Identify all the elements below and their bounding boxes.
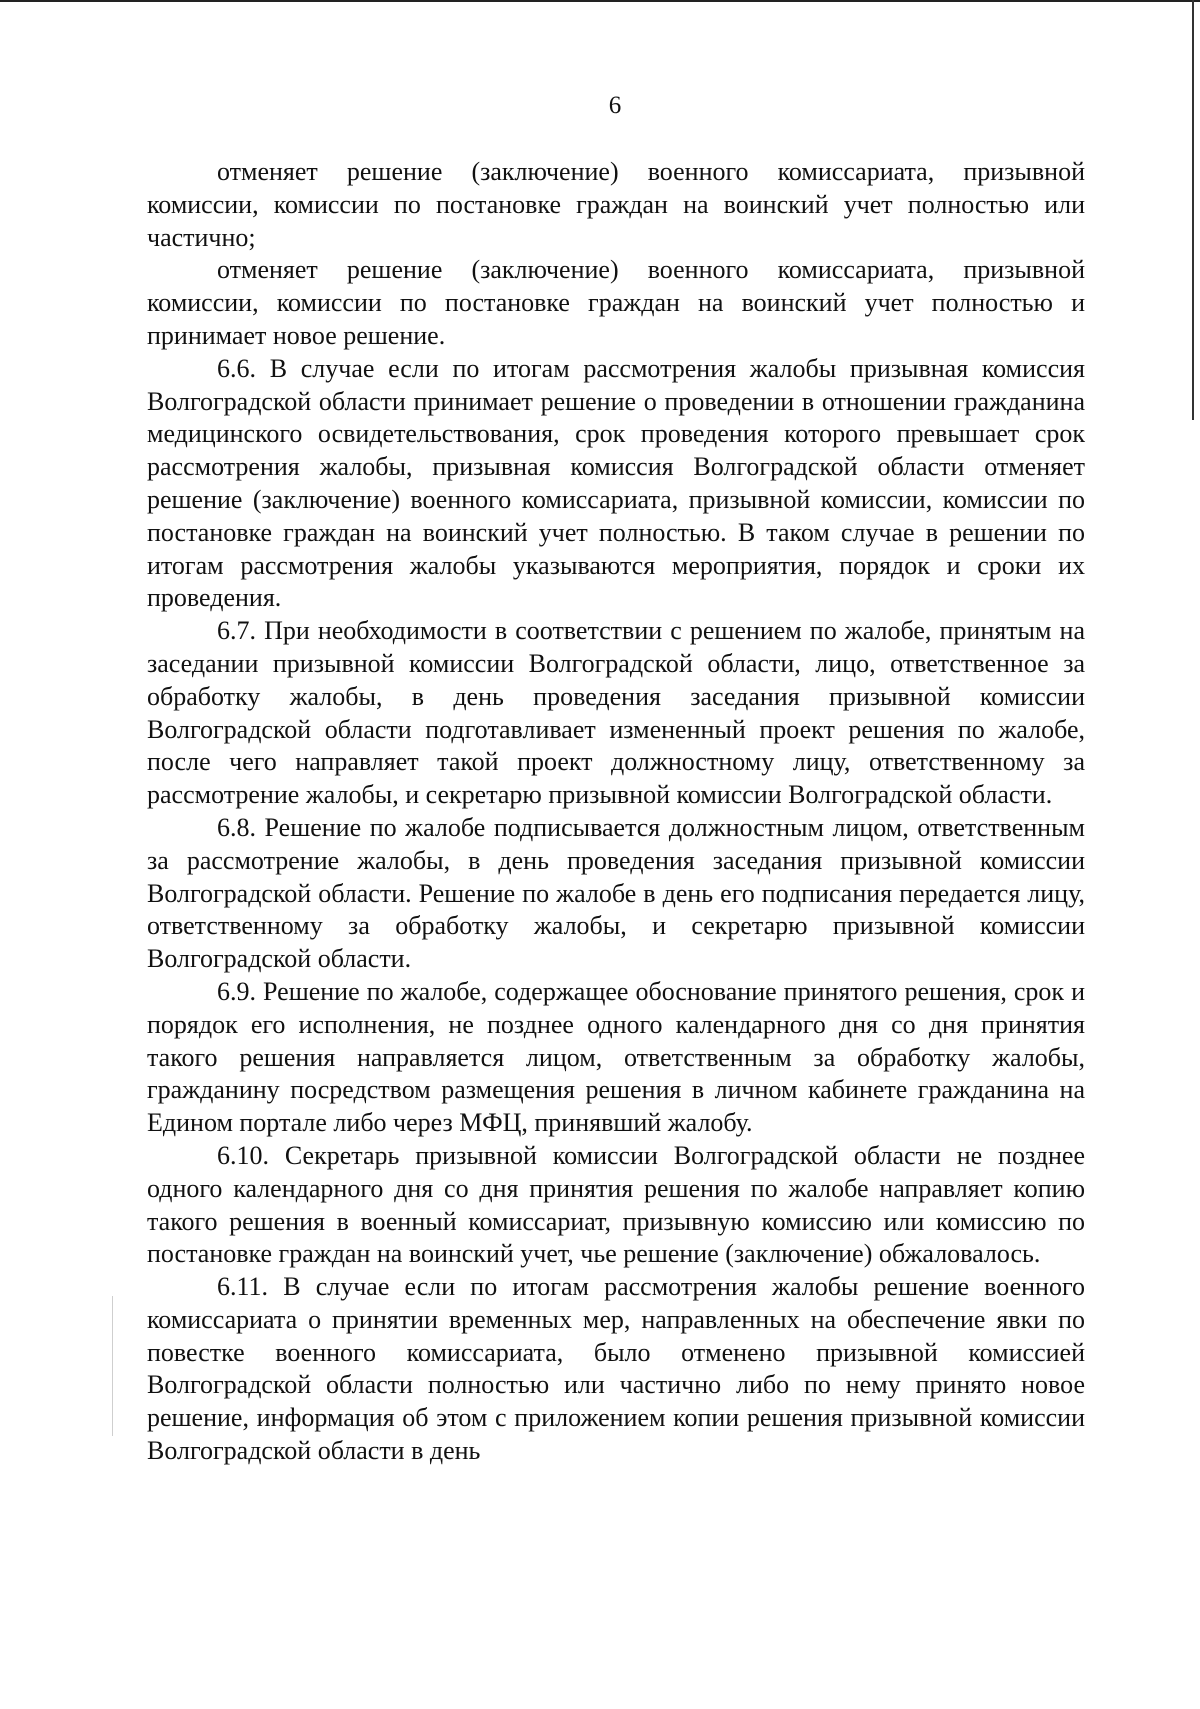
paragraph-cancel-full-new-decision: отменяет решение (заключение) военного комиссариата, призывной комиссии, комиссии по постановке граждан на воинский учет полностью и принимает новое решение. <box>147 255 1085 350</box>
paragraph-6-11: 6.11. В случае если по итогам рассмотрения жалобы решение военного комиссариата о принятии временных мер, направленных на обеспечение явки по повестке военного комиссариата, было отменено призывной комиссией Волгоградской области полностью или частично либо по нему принято новое решение, информация об этом с приложением копии решения призывной комиссии Волгоградской области в день <box>147 1272 1085 1466</box>
paragraph-6-6: 6.6. В случае если по итогам рассмотрения жалобы призывная комиссия Волгоградской области принимает решение о проведении в отношении гражданина медицинского освидетельствования, срок проведения которого превышает срок рассмотрения жалобы, призывная комиссия Волгоградской области отменяет решение (заключение) военного комиссариата, призывной комиссии, комиссии по постановке граждан на воинский учет полностью. В таком случае в решении по итогам рассмотрения жалобы указываются мероприятия, порядок и сроки их проведения. <box>147 353 1085 613</box>
document-body <box>147 156 1085 1468</box>
scan-mark <box>112 1296 113 1436</box>
paragraph-6-8: 6.8. Решение по жалобе подписывается должностным лицом, ответственным за рассмотрение жалобы, в день проведения заседания призывной комиссии Волгоградской области. Решение по жалобе в день его подписания передается лицу, ответственному за обработку жалобы, и секретарю призывной комиссии Волгоградской области. <box>147 812 1085 974</box>
paragraph-cancel-partial: отменяет решение (заключение) военного комиссариата, призывной комиссии, комиссии по постановке граждан на воинский учет полностью или частично; <box>147 157 1085 252</box>
scan-border-right <box>1192 0 1194 420</box>
paragraph-6-9: 6.9. Решение по жалобе, содержащее обоснование принятого решения, срок и порядок его исполнения, не позднее одного календарного дня со дня принятия такого решения направляется лицом, ответственным за обработку жалобы, гражданину посредством размещения решения в личном кабинете гражданина на Едином портале либо через МФЦ, принявший жалобу. <box>147 976 1085 1138</box>
paragraph-6-7: 6.7. При необходимости в соответствии с решением по жалобе, принятым на заседании призывной комиссии Волгоградской области, лицо, ответственное за обработку жалобы, в день проведения заседания призывной комиссии Волгоградской области подготавливает измененный проект решения по жалобе, после чего направляет такой проект должностному лицу, ответственному за рассмотрение жалобы, и секретарю призывной комиссии Волгоградской области. <box>147 616 1085 810</box>
scan-border-top <box>0 0 1200 2</box>
paragraph-6-10: 6.10. Секретарь призывной комиссии Волгоградской области не позднее одного календарного дня со дня принятия решения по жалобе направляет копию такого решения в военный комиссариат, призывную комиссию или комиссию по постановке граждан на воинский учет, чье решение (заключение) обжаловалось. <box>147 1140 1085 1269</box>
page-number: 6 <box>608 92 622 119</box>
